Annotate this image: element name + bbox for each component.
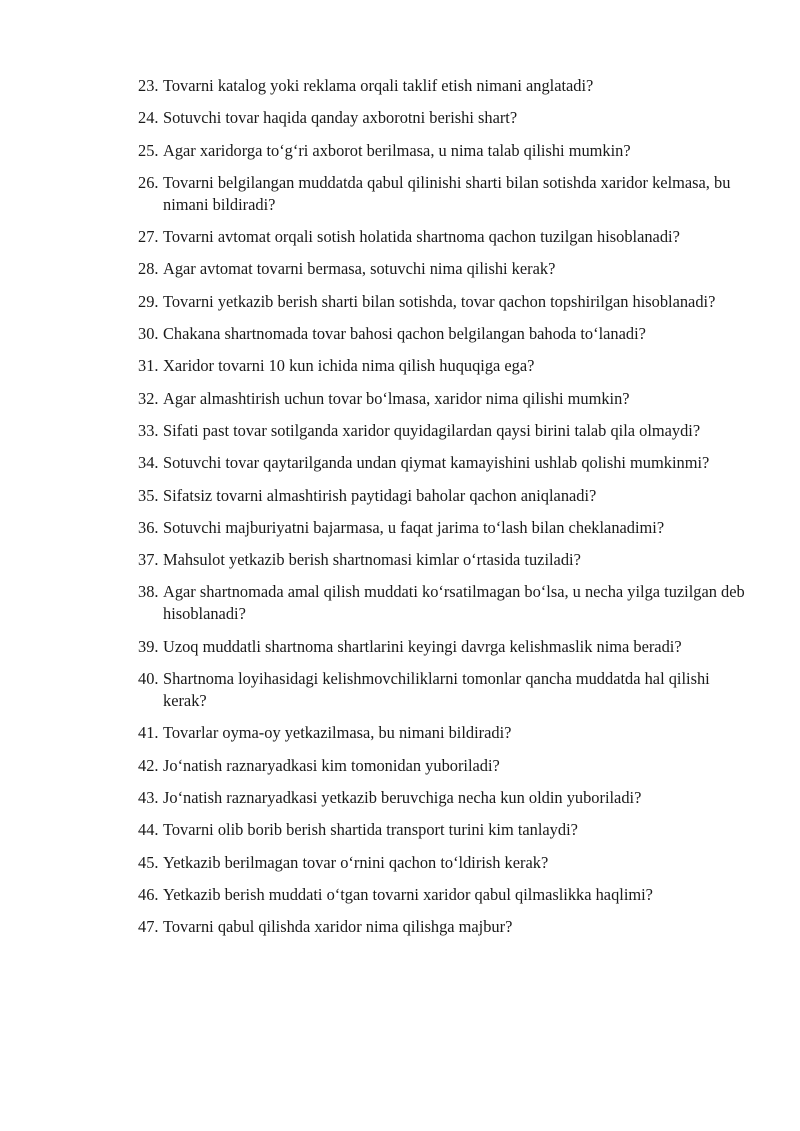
question-text: Yetkazib berilmagan tovar o‘rnini qachon to‘ldirish kerak?: [163, 852, 549, 872]
question-number: 44.: [138, 820, 159, 840]
question-item: [138, 722, 748, 744]
question-text: Uzoq muddatli shartnoma shartlarini keyingi davrga kelishmaslik nima beradi?: [163, 636, 682, 656]
question-number: 45.: [138, 852, 159, 872]
question-item: [138, 668, 748, 712]
question-text: Tovarni qabul qilishda xaridor nima qilishga majbur?: [163, 917, 513, 937]
question-item: [138, 636, 748, 658]
question-text: Sotuvchi majburiyatni bajarmasa, u faqat jarima to‘lash bilan cheklanadimi?: [163, 517, 665, 537]
question-number: 46.: [138, 884, 159, 904]
question-text: Agar xaridorga to‘g‘ri axborot berilmasa, u nima talab qilishi mumkin?: [163, 140, 631, 160]
question-item: [138, 323, 748, 345]
question-number: 42.: [138, 755, 159, 775]
question-number: 25.: [138, 140, 159, 160]
question-item: [138, 485, 748, 507]
question-item: [138, 172, 748, 216]
question-item: [138, 355, 748, 377]
question-number: 26.: [138, 172, 159, 192]
question-number: 31.: [138, 356, 159, 376]
question-text: Tovarni katalog yoki reklama orqali taklif etish nimani anglatadi?: [163, 76, 594, 95]
question-text: Sifatsiz tovarni almashtirish paytidagi baholar qachon aniqlanadi?: [163, 485, 597, 505]
question-number: 39.: [138, 636, 159, 656]
question-text: Agar almashtirish uchun tovar bo‘lmasa, xaridor nima qilishi mumkin?: [163, 388, 630, 408]
question-item: [138, 852, 748, 874]
question-number: 40.: [138, 669, 159, 689]
question-number: 33.: [138, 420, 159, 440]
question-text: Agar avtomat tovarni bermasa, sotuvchi nima qilishi kerak?: [163, 259, 556, 279]
question-text: Shartnoma loyihasidagi kelishmovchiliklarni tomonlar qancha muddatda hal qilishi kerak?: [163, 669, 710, 711]
question-text: Jo‘natish raznaryadkasi yetkazib beruvchiga necha kun oldin yuboriladi?: [163, 787, 642, 807]
question-text: Sotuvchi tovar qaytarilganda undan qiymat kamayishini ushlab qolishi mumkinmi?: [163, 453, 710, 473]
question-item: [138, 884, 748, 906]
question-item: [138, 388, 748, 410]
question-item: [138, 517, 748, 539]
question-item: [138, 581, 748, 625]
question-number: 36.: [138, 517, 159, 537]
question-number: 27.: [138, 227, 159, 247]
question-list: [138, 75, 748, 948]
question-text: Xaridor tovarni 10 kun ichida nima qilish huquqiga ega?: [163, 356, 535, 376]
question-text: Yetkazib berish muddati o‘tgan tovarni xaridor qabul qilmaslikka haqlimi?: [163, 884, 653, 904]
question-item: [138, 226, 748, 248]
question-text: Mahsulot yetkazib berish shartnomasi kimlar o‘rtasida tuziladi?: [163, 550, 581, 570]
question-number: 30.: [138, 324, 159, 344]
question-item: [138, 107, 748, 129]
question-text: Sotuvchi tovar haqida qanday axborotni berishi shart?: [163, 108, 518, 128]
question-item: [138, 75, 748, 97]
question-item: [138, 549, 748, 571]
question-item: [138, 452, 748, 474]
question-number: 24.: [138, 108, 159, 128]
question-number: 47.: [138, 917, 159, 937]
question-number: 43.: [138, 787, 159, 807]
question-text: Tovarni olib borib berish shartida transport turini kim tanlaydi?: [163, 820, 578, 840]
question-number: 23.: [138, 76, 159, 95]
question-number: 34.: [138, 453, 159, 473]
question-item: [138, 258, 748, 280]
question-item: [138, 787, 748, 809]
question-number: 41.: [138, 723, 159, 743]
question-text: Agar shartnomada amal qilish muddati ko‘rsatilmagan bo‘lsa, u necha yilga tuzilgan deb hisoblanadi?: [163, 582, 745, 624]
question-item: [138, 420, 748, 442]
question-text: Chakana shartnomada tovar bahosi qachon belgilangan bahoda to‘lanadi?: [163, 324, 646, 344]
question-text: Jo‘natish raznaryadkasi kim tomonidan yuboriladi?: [163, 755, 500, 775]
question-text: Tovarni belgilangan muddatda qabul qilinishi sharti bilan sotishda xaridor kelmasa, bu nimani bildiradi?: [163, 172, 731, 214]
question-number: 37.: [138, 550, 159, 570]
question-text: Tovarlar oyma-oy yetkazilmasa, bu nimani bildiradi?: [163, 723, 512, 743]
question-text: Sifati past tovar sotilganda xaridor quyidagilardan qaysi birini talab qila olmaydi?: [163, 420, 701, 440]
question-text: Tovarni avtomat orqali sotish holatida shartnoma qachon tuzilgan hisoblanadi?: [163, 227, 680, 247]
question-number: 38.: [138, 582, 159, 602]
question-number: 29.: [138, 291, 159, 311]
question-number: 35.: [138, 485, 159, 505]
question-item: [138, 916, 748, 938]
question-item: [138, 755, 748, 777]
question-item: [138, 819, 748, 841]
question-text: Tovarni yetkazib berish sharti bilan sotishda, tovar qachon topshirilgan hisoblanadi?: [163, 291, 716, 311]
question-number: 32.: [138, 388, 159, 408]
question-item: [138, 140, 748, 162]
question-item: [138, 291, 748, 313]
question-number: 28.: [138, 259, 159, 279]
